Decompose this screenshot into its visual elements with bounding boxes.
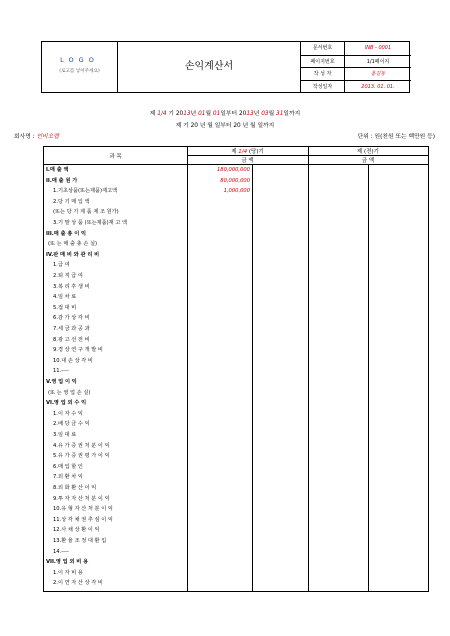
table-row <box>44 452 188 461</box>
header-previous-term: 제 (전)기 <box>357 149 379 155</box>
period-text: 기 20 <box>166 111 184 117</box>
row-label: VI.영 업 외 수 익 <box>46 400 87 407</box>
meta-row-doc-number <box>301 42 411 55</box>
table-row <box>44 558 188 567</box>
table-row <box>44 484 188 493</box>
row-label: 8.광 고 선 전 비 <box>53 336 90 343</box>
row-label: 7.외 환 차 익 <box>53 474 83 481</box>
column-divider <box>252 164 253 591</box>
meta-label: 작 성 자 <box>301 68 345 80</box>
header-divider <box>44 164 428 165</box>
table-row <box>44 293 188 302</box>
column-divider <box>368 164 369 591</box>
row-label: 1.급 여 <box>53 262 70 269</box>
header-item: 과 목 <box>109 154 122 160</box>
period-text: 월 <box>268 111 277 117</box>
header-term: 1/4 <box>238 149 248 155</box>
meta-label: 문서번호 <box>301 42 345 55</box>
table-row <box>44 569 188 578</box>
header-text: (당)기 <box>247 149 264 155</box>
period-previous: 제 기 20 년 월 일부터 20 년 월 일까지 <box>175 123 275 129</box>
table-row <box>44 442 188 451</box>
table-row <box>44 463 188 472</box>
document-title: 손익계산서 <box>184 61 234 72</box>
period-month-start: 01 <box>198 111 206 117</box>
row-label: 14.---- <box>53 548 69 555</box>
row-label: 8.외 화 환 산 이 익 <box>53 485 97 491</box>
table-row <box>44 526 188 535</box>
header-text: 제 <box>231 149 239 155</box>
table-row <box>44 399 188 408</box>
meta-row-page-number <box>301 55 411 68</box>
row-label: (또 는 영 업 손 실) <box>48 389 91 396</box>
row-label: IV.판 매 비 와 관 리 비 <box>46 251 100 258</box>
row-label: VII.영 업 외 비 용 <box>46 559 89 566</box>
row-label: 5.접 대 비 <box>53 304 77 311</box>
table-row <box>44 346 188 355</box>
table-row <box>44 272 188 281</box>
row-label: 11.---- <box>53 368 69 375</box>
row-label: 4.유 가 증 권 처 분 이 익 <box>53 442 110 449</box>
table-row <box>44 367 188 376</box>
row-label: 10.유 형 자 산 처 분 이 익 <box>53 506 113 513</box>
meta-row-date <box>301 80 411 93</box>
row-label: I.매 출 액 <box>46 167 69 173</box>
row-label: (또는 당 기 제 품 제 조 원가) <box>53 209 119 216</box>
meta-value: INB - 0001 <box>364 45 392 51</box>
row-label: 3.임 대 료 <box>53 432 77 438</box>
table-row <box>44 537 188 546</box>
period-month-end: 03 <box>261 111 269 117</box>
meta-label: 작성일자 <box>301 81 345 93</box>
row-amount-current: 180,000,000 <box>216 167 250 173</box>
company-name <box>14 131 59 140</box>
period-current <box>0 108 450 117</box>
company-value: 인비오랩 <box>36 134 59 140</box>
table-row <box>44 325 188 334</box>
table-row <box>44 230 188 239</box>
logo-caption: (로고를 넣어주세요) <box>59 69 100 74</box>
document-header <box>41 41 410 93</box>
row-label: 1.기초상품(또는제품)재고액 <box>53 188 118 195</box>
meta-value: 2013. 01. 01. <box>361 83 395 90</box>
period-text: 일까지 <box>283 111 301 117</box>
table-row <box>44 283 188 292</box>
logo-box <box>42 42 118 92</box>
table-row <box>44 495 188 504</box>
row-label: 1.이 자 비 용 <box>53 569 83 576</box>
row-label: 3.복 리 후 생 비 <box>53 283 90 290</box>
table-row <box>44 314 188 323</box>
row-label: 13.환 율 조 정 대 환 입 <box>53 538 107 544</box>
header-amount-previous: 금 액 <box>361 158 375 164</box>
row-label: 2.배 당 금 수 익 <box>53 421 90 428</box>
table-row <box>44 357 188 366</box>
table-row <box>44 240 188 249</box>
row-amount-current: 1,000,000 <box>223 188 250 195</box>
row-label: 3.기 말 상 품 (또는제품)재 고 액 <box>53 220 128 226</box>
header-current-term <box>187 147 308 155</box>
column-divider <box>308 147 309 591</box>
table-row <box>44 251 188 260</box>
income-statement-table <box>43 146 429 592</box>
meta-value: 홍길동 <box>370 71 386 77</box>
row-label: (또 는 매 출 총 손 실) <box>48 241 98 248</box>
meta-row-author <box>301 67 411 80</box>
period-day-end: 31 <box>276 111 284 117</box>
row-label: 7.세 금 과 공 과 <box>53 326 90 332</box>
table-row <box>44 516 188 525</box>
period-text: 년 <box>190 111 199 117</box>
row-amount-current: 80,000,000 <box>220 177 250 184</box>
period-day-start: 01 <box>212 111 221 117</box>
unit-note: 단위 : 원(천원 또는 백만원 등) <box>357 134 435 140</box>
row-label: 5.유 가 증 권 평 가 이 익 <box>53 453 110 460</box>
logo: LOGO <box>60 56 99 64</box>
header-amount-current: 금 액 <box>241 158 254 164</box>
table-row <box>44 261 188 270</box>
row-label: III.매 출 총 이 익 <box>46 230 87 237</box>
table-row <box>44 410 188 419</box>
table-row <box>44 378 188 387</box>
row-label: V.영 업 이 익 <box>46 379 77 385</box>
period-text: 년 <box>253 111 262 117</box>
period-term: 1/4 <box>157 111 167 117</box>
table-row <box>44 505 188 514</box>
row-label: 2.퇴 직 급 여 <box>53 273 83 279</box>
table-row <box>44 579 188 588</box>
row-label: 10.대 손 상 각 비 <box>53 357 93 364</box>
table-row <box>44 304 188 313</box>
table-row <box>44 548 188 557</box>
table-row <box>44 431 188 440</box>
table-row <box>44 336 188 345</box>
table-row <box>44 208 188 217</box>
period-year-end: 13 <box>246 111 254 117</box>
row-label: 6.매 입 할 인 <box>53 463 83 470</box>
row-label: 6.감 가 상 각 비 <box>53 315 90 322</box>
period-year-start: 13 <box>183 111 191 117</box>
table-row <box>44 219 188 228</box>
row-label: 9.투 자 자 산 처 분 이 익 <box>53 495 110 502</box>
document-meta-table <box>300 42 410 92</box>
row-label: 11.상 각 채 권 추 심 이 익 <box>53 516 113 523</box>
period-text: 월 <box>205 111 213 117</box>
row-label: 1.이 자 수 익 <box>53 410 83 417</box>
table-row <box>44 177 250 186</box>
table-row <box>44 187 250 196</box>
row-label: 2.이 연 자 산 상 각 비 <box>53 580 103 587</box>
table-row <box>44 473 188 482</box>
row-label: 12.사 채 상 환 이 익 <box>53 527 100 534</box>
table-row <box>44 389 188 398</box>
row-label: II.매 출 원 가 <box>46 177 78 184</box>
table-row <box>44 198 188 207</box>
period-text: 제 <box>149 111 158 117</box>
row-label: 9.경 상 연 구 개 발 비 <box>53 347 103 354</box>
period-text: 일부터 20 <box>220 111 247 117</box>
row-label: 4.임 차 료 <box>53 294 77 301</box>
table-row <box>44 166 250 175</box>
table-row <box>44 420 188 429</box>
company-label: 회사명 : <box>14 134 37 140</box>
meta-label: 페이지번호 <box>301 56 345 68</box>
row-label: 2.당 기 매 입 액 <box>53 198 90 205</box>
meta-value: 1/1페이지 <box>366 58 390 65</box>
